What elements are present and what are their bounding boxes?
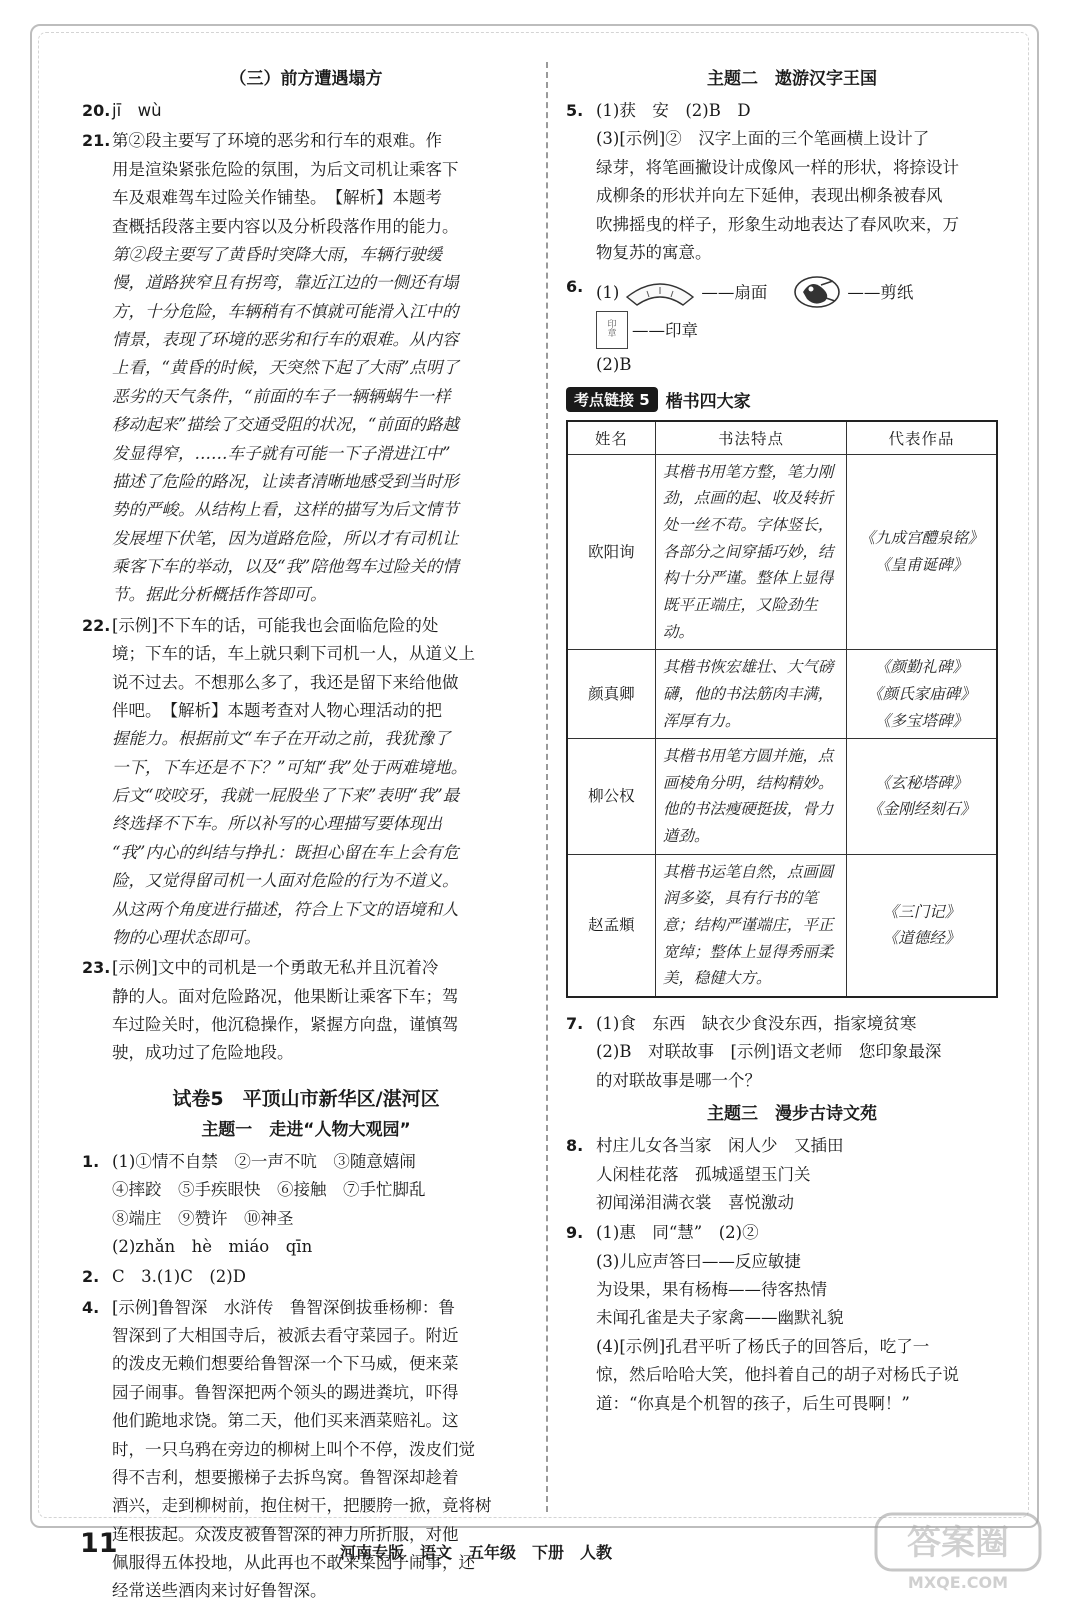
answer-lines bbox=[112, 127, 530, 609]
answer-line: 描述了危险的路况，让读者清晰地感受到当时形 bbox=[112, 471, 459, 491]
answer-line: 村庄儿女各当家 闲人少 又插田 bbox=[596, 1136, 844, 1156]
answer-line: jī wù bbox=[112, 101, 162, 120]
link-badge: 考点链接 5 bbox=[566, 387, 658, 412]
part-label: (1) bbox=[596, 282, 620, 302]
answer-line: 园子闹事。鲁智深把两个领头的踢进粪坑，吓得 bbox=[112, 1382, 459, 1402]
answer-lines bbox=[112, 97, 530, 125]
answer-line: 势的严峻。从结构上看，这样的描写为后文情节 bbox=[112, 500, 459, 520]
answer-line: 绿芽，将笔画撇设计成像风一样的形状，将捺设计 bbox=[596, 157, 959, 177]
table-row bbox=[567, 454, 997, 650]
answer-line: 驶，成功过了危险地段。 bbox=[112, 1043, 294, 1063]
question-9 bbox=[566, 1219, 1018, 1418]
answer-line: 初闻涕泪满衣裳 喜悦激动 bbox=[596, 1192, 794, 1212]
answer-line: 情景，表现了环境的恶劣和行车的艰难。从内容 bbox=[112, 330, 459, 349]
cell-feature: 其楷书运笔自然，点画圆润多姿，具有行书的笔意；结构严谨端庄，平正宽绰；整体上显得秀丽柔美，稳健大方。 bbox=[655, 854, 846, 997]
cell-feature: 其楷书用笔方整，笔力刚劲，点画的起、收及转折处一丝不苟。字体竖长，各部分之间穿插巧妙，结构十分严谨。整体上显得既平正端庄，又险劲生动。 bbox=[655, 454, 846, 650]
cell-name: 欧阳询 bbox=[567, 454, 655, 650]
work-title: 《皇甫诞碑》 bbox=[875, 555, 969, 574]
question-number: 23. bbox=[82, 958, 111, 978]
answer-line: 惊，然后哈哈大笑，他抖着自己的胡子对杨氏子说 bbox=[596, 1365, 959, 1385]
answer-line: 从这两个角度进行描述，符合上下文的语境和人 bbox=[112, 899, 459, 919]
theme-title: 主题二 遨游汉字王国 bbox=[707, 69, 877, 89]
answer-line: 用是渲染紧张危险的氛围，为后文司机让乘客下 bbox=[112, 159, 459, 179]
answer-line: (1)食 东西 缺衣少食没东西，指家境贫寒 bbox=[596, 1014, 917, 1034]
answer-line: 车及艰难驾车过险关作铺垫。 【解析】本题考 bbox=[112, 188, 442, 208]
seal-image: 印 章 bbox=[596, 311, 628, 349]
cell-feature: 其楷书用笔方圆并施，点画棱角分明，结构精妙。他的书法瘦硬挺拔，骨力遒劲。 bbox=[655, 739, 846, 855]
left-column bbox=[82, 62, 530, 1608]
paper-title: 试卷5 平顶山市新华区/湛河区 bbox=[172, 1087, 440, 1110]
answer-line: [示例]不下车的话，可能我也会面临危险的处 bbox=[112, 615, 439, 635]
theme-title: 主题一 走进“人物大观园” bbox=[201, 1119, 411, 1140]
answer-lines bbox=[596, 97, 1018, 267]
column-divider bbox=[546, 62, 548, 1512]
question-5 bbox=[566, 97, 1018, 267]
answer-line: 时，一只乌鸦在旁边的柳树上叫个不停，泼皮们觉 bbox=[112, 1439, 475, 1459]
answer-lines bbox=[112, 1148, 530, 1262]
answer-line: 发展埋下伏笔，因为道路危险，所以才有司机让 bbox=[112, 528, 459, 548]
answer-line: (1)获 安 (2)B D bbox=[596, 101, 751, 120]
answer-lines bbox=[112, 954, 530, 1068]
question-number: 22. bbox=[82, 615, 111, 635]
answer-line: 的泼皮无赖们想要给鲁智深一个下马威，便来菜 bbox=[112, 1354, 459, 1374]
answer-lines bbox=[596, 1132, 1018, 1217]
table-header: 姓名 bbox=[567, 421, 655, 455]
answer-line: (2)B 对联故事 [示例]语文老师 您印象最深 bbox=[596, 1042, 942, 1062]
work-title: 《颜勤礼碑》 bbox=[875, 658, 969, 677]
calligraphy-table bbox=[566, 420, 998, 998]
answer-line: 移动起来”描绘了交通受阻的状况，“前面的路越 bbox=[112, 415, 459, 435]
link-title: 楷书四大家 bbox=[665, 391, 751, 412]
question-20 bbox=[82, 97, 530, 125]
answer-line: 终选择不下车。所以补写的心理描写要体现出 bbox=[112, 814, 442, 834]
papercut-image bbox=[791, 273, 843, 311]
answer-line: (3)儿应声答曰——反应敏捷 bbox=[596, 1251, 801, 1271]
question-number: 6. bbox=[566, 277, 584, 297]
answer-line: 酒兴，走到柳树前，抱住树干，把腰胯一掀，竟将树 bbox=[112, 1496, 492, 1516]
question-7 bbox=[566, 1010, 1018, 1095]
cell-works bbox=[847, 739, 997, 855]
table-header-row bbox=[567, 421, 997, 455]
answer-line: [示例]鲁智深 水浒传 鲁智深倒拔垂杨柳：鲁 bbox=[112, 1297, 455, 1317]
answer-line: 上看，“黄昏的时候，天突然下起了大雨”点明了 bbox=[112, 358, 459, 378]
fan-label: ——扇面 bbox=[701, 282, 768, 302]
answer-line: 恶劣的天气条件，“前面的车子一辆辆蜗牛一样 bbox=[112, 386, 451, 406]
table-row bbox=[567, 650, 997, 739]
right-column bbox=[566, 62, 1018, 1420]
work-title: 《三门记》 bbox=[882, 902, 961, 921]
work-title: 《玄秘塔碑》 bbox=[875, 773, 969, 792]
fan-image bbox=[623, 277, 697, 307]
seal-label: ——印章 bbox=[632, 320, 698, 340]
work-title: 《颜氏家庙碑》 bbox=[867, 684, 976, 703]
section-title: （三）前方遭遇塌方 bbox=[229, 69, 383, 89]
watermark-url: MXQE.COM bbox=[907, 1573, 1009, 1592]
answer-line: 伴吧。 【解析】本题考查对人物心理活动的把 bbox=[112, 700, 442, 720]
answer-line: 慢，道路狭窄且有拐弯，靠近江边的一侧还有塌 bbox=[112, 273, 459, 293]
answer-line: 乘客下车的举动，以及“我”陪他驾车过险关的情 bbox=[112, 557, 459, 576]
watermark-logo bbox=[872, 1508, 1044, 1594]
question-2-3 bbox=[82, 1263, 530, 1291]
answer-line: 节。据此分析概括作答即可。 bbox=[112, 585, 327, 605]
answer-line: 智深到了大相国寺后，被派去看守菜园子。附近 bbox=[112, 1326, 459, 1345]
answer-line: (1)①情不自禁 ②一声不吭 ③随意嬉闹 bbox=[112, 1151, 416, 1171]
question-number: 7. bbox=[566, 1014, 584, 1034]
theme-title: 主题三 漫步古诗文苑 bbox=[707, 1104, 877, 1125]
answer-line: 成柳条的形状并向左下延伸，表现出柳条被春风 bbox=[596, 186, 943, 206]
answer-line: 车过险关时，他沉稳操作，紧握方向盘，谨慎驾 bbox=[112, 1015, 459, 1034]
answer-line: (1)惠 同“慧” (2)② bbox=[596, 1223, 759, 1243]
question-number: 2. bbox=[82, 1267, 100, 1287]
table-row bbox=[567, 739, 997, 855]
answer-lines bbox=[112, 612, 530, 953]
question-6 bbox=[566, 273, 1018, 380]
papercut-label: ——剪纸 bbox=[847, 282, 914, 302]
question-21 bbox=[82, 127, 530, 609]
answer-line: 连根拔起。众泼皮被鲁智深的神力所折服，对他 bbox=[112, 1524, 459, 1544]
cell-works bbox=[847, 650, 997, 739]
question-22 bbox=[82, 612, 530, 953]
answer-line: [示例]文中的司机是一个勇敢无私并且沉着冷 bbox=[112, 958, 439, 978]
answer-lines bbox=[112, 1263, 530, 1291]
cell-works bbox=[847, 454, 997, 650]
answer-line: “我”内心的纠结与挣扎：既担心留在车上会有危 bbox=[112, 842, 459, 862]
answer-line: 物复苏的寓意。 bbox=[596, 242, 712, 262]
part-2: (2)B bbox=[596, 355, 632, 375]
answer-line: 第②段主要写了黄昏时突降大雨，车辆行驶缓 bbox=[112, 244, 442, 264]
table-row bbox=[567, 854, 997, 997]
cell-name: 颜真卿 bbox=[567, 650, 655, 739]
cell-name: 柳公权 bbox=[567, 739, 655, 855]
footer-text: 河南专版 语文 五年级 下册 人教 bbox=[340, 1543, 613, 1562]
answer-line: 吹拂摇曳的样子，形象生动地表达了春风吹来，万 bbox=[596, 214, 959, 234]
cell-name: 赵孟頫 bbox=[567, 854, 655, 997]
answer-line: 方，十分危险，车辆稍有不慎就可能滑入江中的 bbox=[112, 301, 459, 321]
answer-line: 他们跪地求饶。第二天，他们买来酒菜赔礼。这 bbox=[112, 1411, 459, 1431]
answer-line: 佩服得五体投地，从此再也不敢来菜园子闹事，还 bbox=[112, 1553, 475, 1572]
knowledge-link bbox=[566, 387, 1018, 412]
question-number: 1. bbox=[82, 1151, 100, 1171]
question-number: 8. bbox=[566, 1136, 584, 1156]
work-title: 《多宝塔碑》 bbox=[875, 711, 969, 730]
answer-line: 发显得窄，……车子就有可能一下子滑进江中” bbox=[112, 443, 451, 463]
answer-line: 经常送些酒肉来讨好鲁智深。 bbox=[112, 1581, 327, 1601]
cell-works bbox=[847, 854, 997, 997]
answer-line: 查概括段落主要内容以及分析段落作用的能力。 bbox=[112, 216, 459, 236]
answer-line: 未闻孔雀是夫子家禽——幽默礼貌 bbox=[596, 1308, 844, 1328]
answer-lines bbox=[596, 1219, 1018, 1418]
question-23 bbox=[82, 954, 530, 1068]
answer-line: ④摔跤 ⑤手疾眼快 ⑥接触 ⑦手忙脚乱 bbox=[112, 1180, 426, 1200]
question-8 bbox=[566, 1132, 1018, 1217]
question-1 bbox=[82, 1148, 530, 1262]
work-title: 《九成宫醴泉铭》 bbox=[859, 529, 984, 548]
answer-line: C 3.(1)C (2)D bbox=[112, 1267, 246, 1287]
answer-line: 说不过去。不想那么多了，我还是留下来给他做 bbox=[112, 672, 459, 692]
question-number: 4. bbox=[82, 1297, 100, 1317]
answer-line: 握能力。根据前文“车子在开动之前，我犹豫了 bbox=[112, 729, 451, 749]
question-number: 20. bbox=[82, 101, 111, 120]
question-number: 21. bbox=[82, 131, 111, 151]
answer-line: 后文“咬咬牙，我就一屁股坐了下来”表明“我”最 bbox=[112, 786, 460, 805]
question-number: 5. bbox=[566, 101, 584, 120]
answer-line: ⑧端庄 ⑨赞许 ⑩神圣 bbox=[112, 1208, 294, 1228]
answer-line: 第②段主要写了环境的恶劣和行车的艰难。作 bbox=[112, 131, 442, 151]
answer-line: 物的心理状态即可。 bbox=[112, 927, 261, 947]
work-title: 《道德经》 bbox=[882, 929, 961, 948]
answer-line: (4)[示例]孔君平听了杨氏子的回答后，吃了一 bbox=[596, 1336, 930, 1356]
answer-line: 境；下车的话，车上就只剩下司机一人，从道义上 bbox=[112, 644, 475, 664]
work-title: 《金刚经刻石》 bbox=[867, 800, 976, 819]
answer-lines bbox=[596, 1010, 1018, 1095]
page-number: 11 bbox=[80, 1528, 118, 1559]
cell-feature: 其楷书恢宏雄壮、大气磅礴，他的书法筋肉丰满，浑厚有力。 bbox=[655, 650, 846, 739]
table-header: 书法特点 bbox=[655, 421, 846, 455]
answer-line: 为设果，果有杨梅——待客热情 bbox=[596, 1280, 827, 1300]
answer-line: 静的人。面对危险路况，他果断让乘客下车；驾 bbox=[112, 986, 459, 1006]
answer-line: 道：“你真是个机智的孩子，后生可畏啊！” bbox=[596, 1393, 910, 1413]
answer-line: (2)zhǎn hè miáo qīn bbox=[112, 1236, 313, 1256]
question-number: 9. bbox=[566, 1223, 584, 1243]
answer-line: 一下，下车还是不下？”可知“我”处于两难境地。 bbox=[112, 757, 468, 777]
answer-line: 得不吉利，想要搬梯子去拆鸟窝。鲁智深却趁着 bbox=[112, 1467, 459, 1487]
table-header: 代表作品 bbox=[847, 421, 997, 455]
answer-line: 人闲桂花落 孤城遥望玉门关 bbox=[596, 1164, 811, 1184]
answer-line: 的对联故事是哪一个？ bbox=[596, 1070, 761, 1090]
watermark-text: 答案圈 bbox=[907, 1523, 1009, 1563]
answer-line: (3)[示例]② 汉字上面的三个笔画横上设计了 bbox=[596, 129, 930, 149]
answer-line: 险，又觉得留司机一人面对危险的行为不道义。 bbox=[112, 871, 459, 891]
